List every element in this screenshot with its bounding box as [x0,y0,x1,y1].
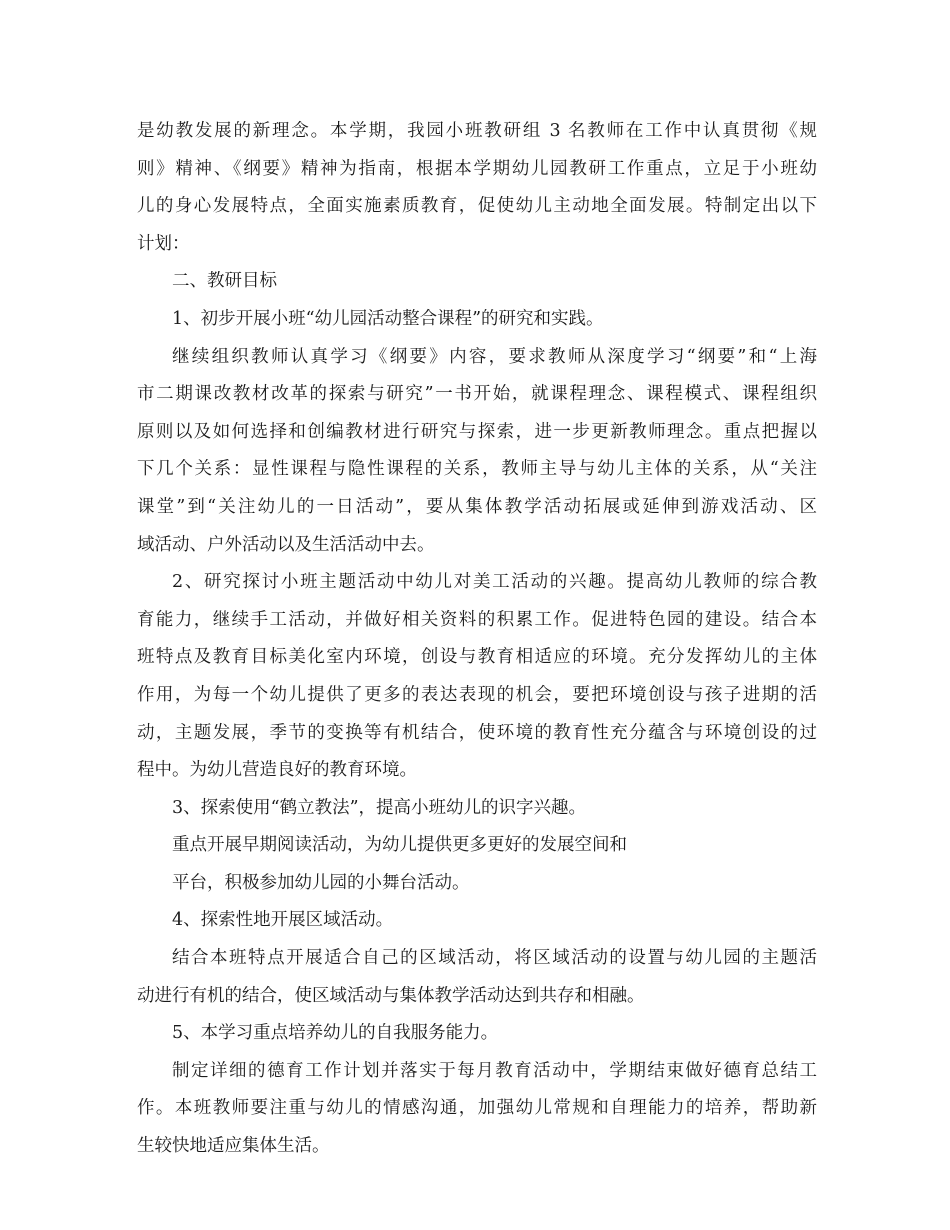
body-text-line: 平台，积极参加幼儿园的小舞台活动。 [172,872,470,893]
body-text-line: 重点开展早期阅读活动，为幼儿提供更多更好的发展空间和 [172,835,627,856]
goal-item-heading: 5、本学习重点培养幼儿的自我服务能力。 [172,1023,499,1044]
body-text-line: 课堂”到“关注幼儿的一日活动”，要从集体教学活动拓展或延伸到游戏活动、区 [137,496,817,517]
goal-item-heading: 2、研究探讨小班主题活动中幼儿对美工活动的兴趣。提高幼儿教师的综合教 [172,572,817,593]
body-text-line: 则》精神、《纲要》精神为指南，根据本学期幼儿园教研工作重点，立足于小班幼 [137,158,817,179]
document-body [137,113,817,1166]
body-text-line: 是幼教发展的新理念。本学期，我园小班教研组 3 名教师在工作中认真贯彻《规 [137,121,817,141]
body-text-line: 继续组织教师认真学习《纲要》内容，要求教师从深度学习“纲要”和“上海 [172,346,817,367]
body-text-line: 原则以及如何选择和创编教材进行研究与探索，进一步更新教师理念。重点把握以 [137,421,817,442]
body-text-line: 结合本班特点开展适合自己的区域活动，将区域活动的设置与幼儿园的主题活 [172,948,817,969]
body-text-line: 动，主题发展，季节的变换等有机结合，使环境的教育性充分蕴含与环境创设的过 [137,722,817,743]
goal-item-heading: 4、探索性地开展区域活动。 [172,910,394,931]
body-text-line: 计划： [137,233,190,254]
body-text-line: 市二期课改教材改革的探索与研究”一书开始，就课程理念、课程模式、课程组织 [137,384,817,405]
body-text-line: 动进行有机的结合，使区域活动与集体教学活动达到共存和相融。 [137,985,645,1006]
goal-item-heading: 3、探索使用“鹤立教法”，提高小班幼儿的识字兴趣。 [172,797,587,818]
body-text-line: 程中。为幼儿营造良好的教育环境。 [137,760,417,781]
body-text-line: 作。本班教师要注重与幼儿的情感沟通，加强幼儿常规和自理能力的培养，帮助新 [137,1098,817,1119]
goal-item-heading: 1、初步开展小班“幼儿园活动整合课程”的研究和实践。 [172,308,604,329]
body-text-line: 作用，为每一个幼儿提供了更多的表达表现的机会，要把环境创设与孩子进期的活 [137,684,817,705]
body-text-line: 下几个关系：显性课程与隐性课程的关系，教师主导与幼儿主体的关系，从“关注 [137,459,817,480]
body-text-line: 域活动、户外活动以及生活活动中去。 [137,534,435,555]
body-text-line: 育能力，继续手工活动，并做好相关资料的积累工作。促进特色园的建设。结合本 [137,609,817,630]
body-text-line: 生较快地适应集体生活。 [137,1136,330,1157]
body-text-line: 制定详细的德育工作计划并落实于每月教育活动中，学期结束做好德育总结工 [172,1060,817,1081]
body-text-line: 儿的身心发展特点，全面实施素质教育，促使幼儿主动地全面发展。特制定出以下 [137,196,817,217]
section-heading: 二、教研目标 [172,271,277,292]
body-text-line: 班特点及教育目标美化室内环境，创设与教育相适应的环境。充分发挥幼儿的主体 [137,647,817,668]
